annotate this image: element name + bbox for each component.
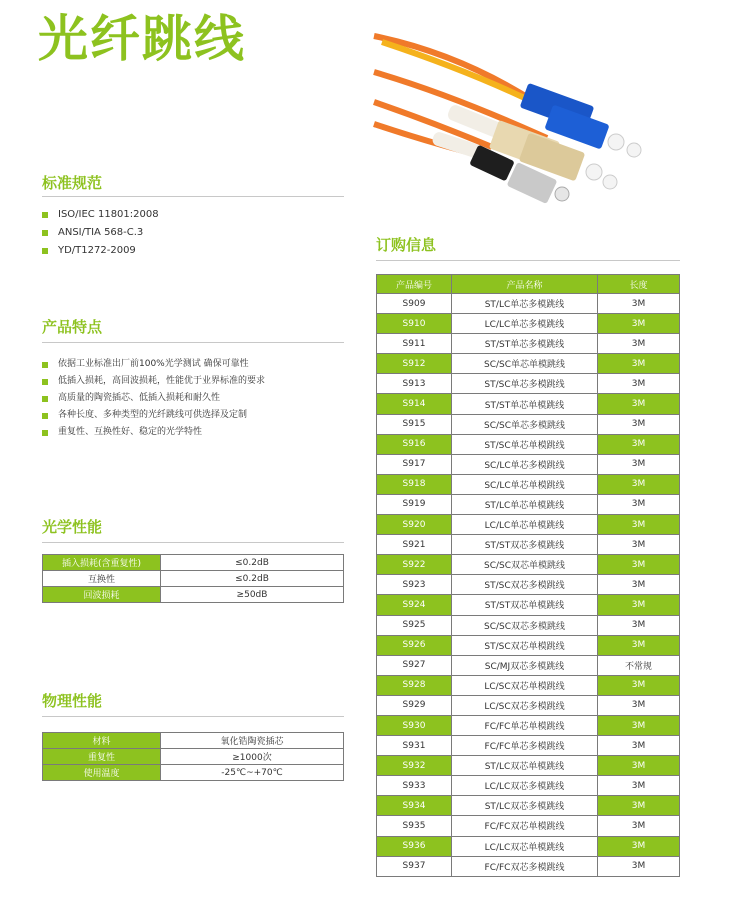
table-row — [377, 655, 680, 675]
table-cell: 3M — [598, 374, 680, 394]
table-cell: SC/SC双芯单模跳线 — [452, 555, 598, 575]
table-row — [377, 555, 680, 575]
physical-table — [42, 732, 344, 781]
table-cell: 3M — [598, 334, 680, 354]
table-row — [43, 571, 344, 587]
table-row — [377, 454, 680, 474]
table-cell-value: ≤0.2dB — [161, 571, 344, 587]
table-cell: LC/LC单芯单模跳线 — [452, 515, 598, 535]
table-cell: 3M — [598, 515, 680, 535]
bullet-square-icon — [42, 396, 48, 402]
table-cell: ST/LC单芯多模跳线 — [452, 294, 598, 314]
table-cell: 3M — [598, 354, 680, 374]
table-cell-key: 互换性 — [43, 571, 161, 587]
bullet-square-icon — [42, 379, 48, 385]
list-item: 各种长度、多种类型的光纤跳线可供选择及定制 — [42, 407, 265, 424]
table-row — [43, 749, 344, 765]
table-cell: S909 — [377, 294, 452, 314]
table-cell: FC/FC单芯多模跳线 — [452, 736, 598, 756]
table-cell: 3M — [598, 414, 680, 434]
table-cell: 3M — [598, 555, 680, 575]
table-cell: S920 — [377, 515, 452, 535]
table-row — [377, 515, 680, 535]
table-cell-value: ≥50dB — [161, 587, 344, 603]
table-cell: S916 — [377, 434, 452, 454]
table-cell: SC/LC单芯单模跳线 — [452, 474, 598, 494]
table-cell: SC/SC单芯多模跳线 — [452, 414, 598, 434]
order-heading: 订购信息 — [376, 236, 437, 254]
table-row — [377, 635, 680, 655]
table-cell: S915 — [377, 414, 452, 434]
table-cell: LC/LC单芯多模跳线 — [452, 314, 598, 334]
table-row — [377, 776, 680, 796]
table-row — [43, 587, 344, 603]
table-cell: ST/LC双芯单模跳线 — [452, 756, 598, 776]
list-item: 依据工业标准出厂前100%光学测试 确保可靠性 — [42, 356, 265, 373]
table-cell-key: 回波损耗 — [43, 587, 161, 603]
bullet-square-icon — [42, 248, 48, 254]
table-cell: ST/LC单芯单模跳线 — [452, 494, 598, 514]
table-cell: 3M — [598, 454, 680, 474]
table-row — [377, 334, 680, 354]
table-cell: 3M — [598, 776, 680, 796]
features-divider — [42, 342, 344, 343]
table-cell: S936 — [377, 836, 452, 856]
table-row — [377, 615, 680, 635]
table-cell: S928 — [377, 675, 452, 695]
table-row — [377, 414, 680, 434]
table-cell: 3M — [598, 575, 680, 595]
table-row — [377, 675, 680, 695]
bullet-square-icon — [42, 212, 48, 218]
table-row — [377, 575, 680, 595]
table-row — [377, 736, 680, 756]
table-cell-value: -25℃~+70℃ — [161, 765, 344, 781]
table-row — [377, 535, 680, 555]
bullet-square-icon — [42, 413, 48, 419]
table-cell: SC/LC单芯多模跳线 — [452, 454, 598, 474]
table-cell-key: 使用温度 — [43, 765, 161, 781]
table-cell: ST/ST单芯多模跳线 — [452, 334, 598, 354]
physical-divider — [42, 716, 344, 717]
table-cell: 3M — [598, 695, 680, 715]
table-row — [43, 765, 344, 781]
page-title: 光纤跳线 — [38, 10, 246, 68]
table-cell: 3M — [598, 615, 680, 635]
table-cell: 3M — [598, 675, 680, 695]
table-cell: S926 — [377, 635, 452, 655]
table-cell: S933 — [377, 776, 452, 796]
table-row — [377, 474, 680, 494]
table-cell: 3M — [598, 595, 680, 615]
table-cell: 3M — [598, 715, 680, 735]
table-cell: S934 — [377, 796, 452, 816]
list-item: ANSI/TIA 568-C.3 — [42, 224, 159, 242]
optical-table — [42, 554, 344, 603]
table-cell: S911 — [377, 334, 452, 354]
table-cell: LC/LC双芯单模跳线 — [452, 836, 598, 856]
table-cell: S913 — [377, 374, 452, 394]
table-row — [377, 816, 680, 836]
list-item: 高质量的陶瓷插芯、低插入损耗和耐久性 — [42, 390, 265, 407]
table-cell: FC/FC双芯单模跳线 — [452, 816, 598, 836]
table-cell: ST/ST单芯单模跳线 — [452, 394, 598, 414]
table-cell: S932 — [377, 756, 452, 776]
table-cell: 3M — [598, 816, 680, 836]
table-row — [377, 756, 680, 776]
table-row — [43, 555, 344, 571]
table-cell: ST/SC单芯单模跳线 — [452, 434, 598, 454]
table-cell: S921 — [377, 535, 452, 555]
list-item: YD/T1272-2009 — [42, 242, 159, 260]
table-row — [377, 314, 680, 334]
table-cell: S931 — [377, 736, 452, 756]
standards-heading: 标准规范 — [42, 174, 103, 192]
bullet-square-icon — [42, 362, 48, 368]
list-item: 低插入损耗，高回波损耗，性能优于业界标准的要求 — [42, 373, 265, 390]
table-cell: LC/SC双芯多模跳线 — [452, 695, 598, 715]
table-cell: 3M — [598, 856, 680, 876]
table-cell: 3M — [598, 535, 680, 555]
table-cell: ST/ST双芯单模跳线 — [452, 595, 598, 615]
table-row — [377, 796, 680, 816]
table-cell: SC/SC双芯多模跳线 — [452, 615, 598, 635]
table-cell: S919 — [377, 494, 452, 514]
fiber-patch-cord-photo — [372, 32, 682, 207]
table-row — [377, 695, 680, 715]
optical-heading: 光学性能 — [42, 518, 103, 536]
table-row — [377, 434, 680, 454]
column-header: 长度 — [598, 275, 680, 294]
table-cell: ST/ST双芯多模跳线 — [452, 535, 598, 555]
table-cell: S930 — [377, 715, 452, 735]
table-cell: 3M — [598, 736, 680, 756]
table-cell-key: 重复性 — [43, 749, 161, 765]
table-cell: 3M — [598, 294, 680, 314]
table-cell: S917 — [377, 454, 452, 474]
table-row — [43, 733, 344, 749]
table-row — [377, 494, 680, 514]
table-cell: S927 — [377, 655, 452, 675]
table-cell: S912 — [377, 354, 452, 374]
order-table — [376, 274, 680, 877]
table-row — [377, 856, 680, 876]
table-cell: SC/MJ双芯多模跳线 — [452, 655, 598, 675]
physical-heading: 物理性能 — [42, 692, 103, 710]
features-heading: 产品特点 — [42, 318, 103, 336]
optical-divider — [42, 542, 344, 543]
table-cell: S923 — [377, 575, 452, 595]
table-header-row — [377, 275, 680, 294]
table-cell-value: 氧化锆陶瓷插芯 — [161, 733, 344, 749]
table-cell: ST/SC单芯多模跳线 — [452, 374, 598, 394]
bullet-square-icon — [42, 430, 48, 436]
table-cell-key: 材料 — [43, 733, 161, 749]
order-table-body — [377, 294, 680, 877]
table-cell: S935 — [377, 816, 452, 836]
table-row — [377, 374, 680, 394]
table-cell: S924 — [377, 595, 452, 615]
table-cell: 3M — [598, 474, 680, 494]
table-cell: FC/FC单芯单模跳线 — [452, 715, 598, 735]
standards-list — [42, 206, 159, 260]
table-row — [377, 836, 680, 856]
list-item: 重复性、互换性好、稳定的光学特性 — [42, 424, 265, 441]
table-cell: S922 — [377, 555, 452, 575]
table-cell: 3M — [598, 434, 680, 454]
standards-divider — [42, 196, 344, 197]
table-cell: 3M — [598, 635, 680, 655]
table-row — [377, 354, 680, 374]
order-divider — [376, 260, 680, 261]
list-item: ISO/IEC 11801:2008 — [42, 206, 159, 224]
table-cell: S918 — [377, 474, 452, 494]
bullet-square-icon — [42, 230, 48, 236]
table-cell: SC/SC单芯单模跳线 — [452, 354, 598, 374]
features-list — [42, 356, 265, 441]
table-cell: 3M — [598, 394, 680, 414]
table-cell: FC/FC双芯多模跳线 — [452, 856, 598, 876]
table-cell-key: 插入损耗(含重复性) — [43, 555, 161, 571]
table-cell: 3M — [598, 314, 680, 334]
table-cell: LC/LC双芯多模跳线 — [452, 776, 598, 796]
table-cell: 3M — [598, 796, 680, 816]
table-cell: LC/SC双芯单模跳线 — [452, 675, 598, 695]
table-cell: S914 — [377, 394, 452, 414]
table-cell: 3M — [598, 756, 680, 776]
table-cell: 3M — [598, 836, 680, 856]
table-cell: ST/SC双芯单模跳线 — [452, 635, 598, 655]
table-cell: S937 — [377, 856, 452, 876]
column-header: 产品名称 — [452, 275, 598, 294]
table-cell: S910 — [377, 314, 452, 334]
table-row — [377, 294, 680, 314]
table-cell: ST/LC双芯多模跳线 — [452, 796, 598, 816]
table-cell: S929 — [377, 695, 452, 715]
table-cell: ST/SC双芯多模跳线 — [452, 575, 598, 595]
table-row — [377, 715, 680, 735]
column-header: 产品编号 — [377, 275, 452, 294]
table-cell: 不常规 — [598, 655, 680, 675]
table-cell-value: ≥1000次 — [161, 749, 344, 765]
table-row — [377, 595, 680, 615]
table-cell: 3M — [598, 494, 680, 514]
table-cell: S925 — [377, 615, 452, 635]
table-cell-value: ≤0.2dB — [161, 555, 344, 571]
table-row — [377, 394, 680, 414]
